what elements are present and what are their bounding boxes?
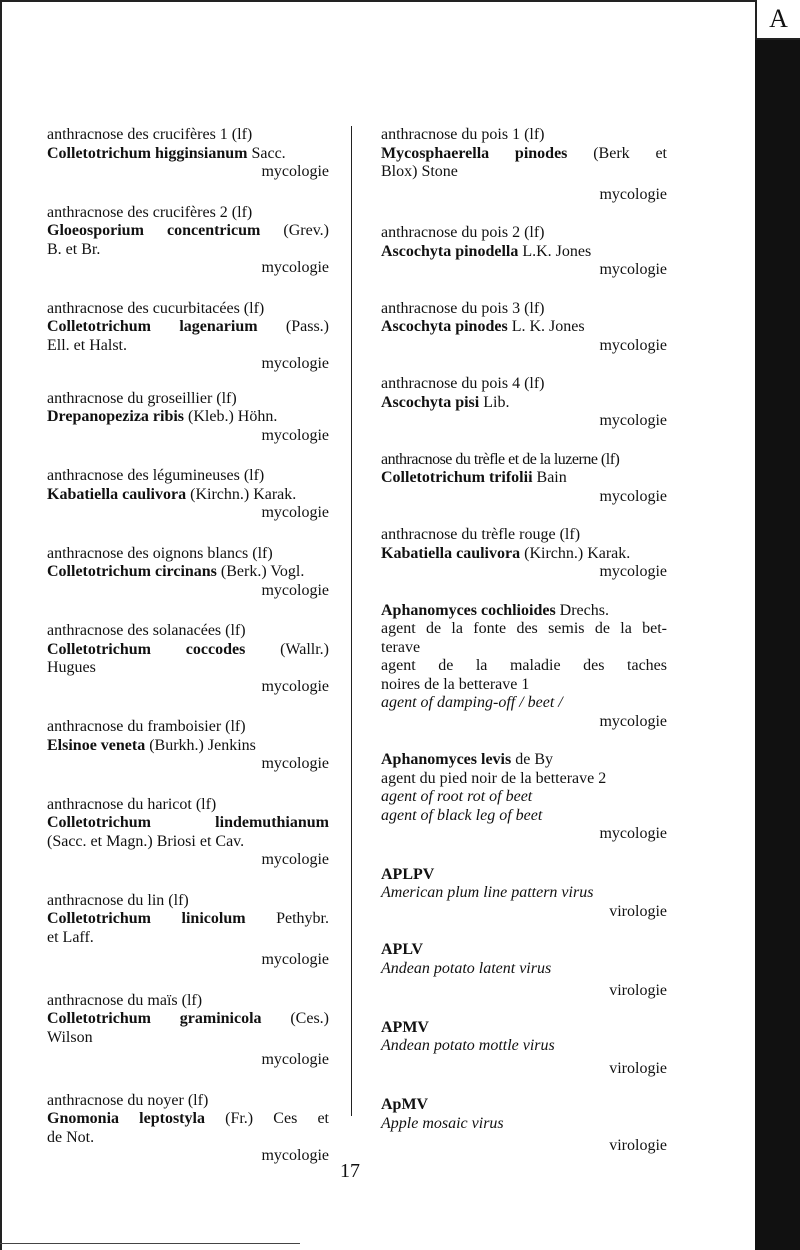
domain-label: virologie <box>609 982 667 999</box>
author: (Berk et <box>593 144 667 162</box>
definition-line: agent de la maladie des taches <box>381 657 667 674</box>
abbreviation: APLV <box>381 941 424 958</box>
entry-pois-2 <box>381 224 667 280</box>
english-equivalent: agent of damping-off / beet / <box>381 694 563 711</box>
domain-label: mycologie <box>599 412 667 429</box>
virus-name: Apple mosaic virus <box>381 1114 504 1132</box>
domain-label: mycologie <box>261 163 329 180</box>
domain-label: mycologie <box>261 1147 329 1164</box>
author: (Kirchn.) Karak. <box>524 544 631 562</box>
domain-label: mycologie <box>261 951 329 968</box>
domain-label: mycologie <box>599 825 667 842</box>
author: Lib. <box>483 393 510 411</box>
entry-term: anthracnose du pois 1 (lf) <box>381 126 545 143</box>
entry-term: anthracnose des cucurbitacées (lf) <box>47 299 265 317</box>
entry-term: anthracnose du trèfle et de la luzerne (lf) <box>381 450 620 468</box>
top-rule <box>0 0 800 2</box>
author-cont: et Laff. <box>47 928 94 946</box>
author: (Wallr.) <box>280 640 329 658</box>
author: (Ces.) <box>290 1010 329 1027</box>
author: de By <box>515 751 554 768</box>
author-cont: Wilson <box>47 1028 93 1046</box>
section-letter-tab <box>755 0 800 40</box>
right-column <box>381 126 667 1156</box>
author-cont: Hugues <box>47 659 96 676</box>
author: (Fr.) Ces et <box>225 1110 329 1127</box>
definition-line: agent de la fonte des semis de la bet- <box>381 620 667 637</box>
entry-term: anthracnose du pois 2 (lf) <box>381 224 545 241</box>
page-number: 17 <box>340 1160 360 1182</box>
author-cont: Blox) Stone <box>381 163 458 180</box>
domain-label: mycologie <box>261 851 329 868</box>
scientific-name: Colletotrichum lindemuthianum <box>47 814 329 831</box>
domain-label: mycologie <box>599 261 667 278</box>
author-cont: B. et Br. <box>47 240 101 258</box>
entry-term: anthracnose des crucifères 2 (lf) <box>47 203 253 221</box>
author: Bain <box>536 469 567 486</box>
scientific-name: Aphanomyces levis <box>381 751 512 768</box>
domain-label: mycologie <box>261 677 329 695</box>
author: Pethybr. <box>276 910 329 927</box>
entry-pois-1 <box>381 126 667 204</box>
entry-groseillier <box>47 390 329 446</box>
domain-label: mycologie <box>261 581 329 599</box>
author: Drechs. <box>559 601 609 619</box>
definition-line: noires de la betterave 1 <box>381 675 530 693</box>
entry-aplv <box>381 941 667 1001</box>
entry-lin <box>47 892 329 970</box>
domain-label: mycologie <box>261 504 329 521</box>
scientific-name: Ascochyta pinodella <box>381 242 519 260</box>
entry-term: anthracnose des solanacées (lf) <box>47 622 246 639</box>
scientific-name: Aphanomyces cochlioides <box>381 601 556 619</box>
domain-label: mycologie <box>599 185 667 203</box>
english-equivalent: agent of black leg of beet <box>381 806 543 824</box>
entry-term: anthracnose du noyer (lf) <box>47 1091 209 1109</box>
entry-pois-3 <box>381 300 667 356</box>
entry-term: anthracnose des légumineuses (lf) <box>47 467 265 484</box>
left-column <box>47 126 329 1166</box>
entry-term: anthracnose du haricot (lf) <box>47 795 217 813</box>
author: L.K. Jones <box>522 242 592 260</box>
entry-pois-4 <box>381 375 667 431</box>
scientific-name: Drepanopeziza ribis <box>47 408 185 425</box>
scientific-name: Colletotrichum circinans <box>47 563 217 580</box>
author: (Kleb.) Höhn. <box>188 408 278 425</box>
domain-label: mycologie <box>261 259 329 276</box>
left-rule <box>0 0 2 1250</box>
entry-apmv-apple <box>381 1096 667 1156</box>
definition-line: agent du pied noir de la betterave 2 <box>381 769 607 787</box>
entry-trefle-rouge <box>381 526 667 582</box>
entry-mais <box>47 992 329 1070</box>
author-cont: (Sacc. et Magn.) Briosi et Cav. <box>47 832 245 850</box>
entry-apmv <box>381 1019 667 1079</box>
scientific-name: Kabatiella caulivora <box>381 544 521 562</box>
definition-line: terave <box>381 638 421 656</box>
domain-label: virologie <box>609 1059 667 1077</box>
domain-label: virologie <box>609 1137 667 1154</box>
bottom-rule <box>0 1243 300 1244</box>
entry-legumineuses <box>47 467 329 523</box>
entry-term: anthracnose du trèfle rouge (lf) <box>381 526 581 543</box>
entry-aphanomyces-cochlioides <box>381 602 667 732</box>
entry-term: anthracnose du lin (lf) <box>47 891 189 909</box>
virus-name: Andean potato latent virus <box>381 959 552 977</box>
virus-name: Andean potato mottle virus <box>381 1037 555 1054</box>
author: (Burkh.) Jenkins <box>149 736 256 754</box>
scientific-name: Colletotrichum lagenarium <box>47 318 258 335</box>
scientific-name: Colletotrichum linicolum <box>47 910 246 927</box>
domain-label: mycologie <box>599 563 667 580</box>
entry-cucurbitacees <box>47 300 329 374</box>
domain-label: mycologie <box>599 712 667 730</box>
entry-aphanomyces-levis <box>381 751 667 844</box>
entry-term: anthracnose des crucifères 1 (lf) <box>47 126 253 143</box>
scientific-name: Ascochyta pisi <box>381 393 480 411</box>
entry-term: anthracnose des oignons blancs (lf) <box>47 544 273 562</box>
english-equivalent: agent of root rot of beet <box>381 788 533 805</box>
domain-label: mycologie <box>261 1051 329 1068</box>
entry-term: anthracnose du framboisier (lf) <box>47 718 246 735</box>
entry-term: anthracnose du pois 3 (lf) <box>381 299 545 317</box>
scientific-name: Colletotrichum graminicola <box>47 1010 262 1027</box>
domain-label: mycologie <box>599 487 667 505</box>
virus-name: American plum line pattern virus <box>381 884 594 901</box>
scientific-name: Colletotrichum coccodes <box>47 640 246 658</box>
scientific-name: Gnomonia leptostyla <box>47 1110 205 1127</box>
scientific-name: Gloeosporium concentricum <box>47 222 261 239</box>
domain-label: mycologie <box>261 755 329 772</box>
entry-oignons <box>47 545 329 601</box>
entry-solanacees <box>47 622 329 696</box>
scientific-name: Elsinoe veneta <box>47 736 146 754</box>
entry-framboisier <box>47 718 329 774</box>
scientific-name: Ascochyta pinodes <box>381 318 508 335</box>
thumb-index-bar <box>755 40 800 1250</box>
entry-cruciferes-1 <box>47 126 329 182</box>
scientific-name: Mycosphaerella pinodes <box>381 144 568 162</box>
section-letter: A <box>769 4 788 33</box>
domain-label: mycologie <box>599 336 667 354</box>
entry-noyer <box>47 1092 329 1166</box>
entry-trefle-luzerne <box>381 451 667 507</box>
abbreviation: APMV <box>381 1018 429 1036</box>
column-divider <box>351 126 352 1116</box>
abbreviation: ApMV <box>381 1096 429 1113</box>
author: (Pass.) <box>285 318 329 335</box>
author-cont: de Not. <box>47 1128 95 1146</box>
author: (Berk.) Vogl. <box>220 563 305 580</box>
entry-term: anthracnose du pois 4 (lf) <box>381 375 545 392</box>
domain-label: virologie <box>609 902 667 920</box>
author: Sacc. <box>251 144 286 162</box>
domain-label: mycologie <box>261 426 329 444</box>
author-cont: Ell. et Halst. <box>47 336 127 354</box>
entry-term: anthracnose du maïs (lf) <box>47 991 203 1009</box>
author: L. K. Jones <box>511 318 585 335</box>
entry-term: anthracnose du groseillier (lf) <box>47 389 237 407</box>
author: (Grev.) <box>283 222 329 239</box>
entry-haricot <box>47 796 329 870</box>
entry-cruciferes-2 <box>47 204 329 278</box>
domain-label: mycologie <box>261 355 329 372</box>
scientific-name: Colletotrichum trifolii <box>381 469 533 486</box>
scientific-name: Colletotrichum higginsianum <box>47 144 248 162</box>
scientific-name: Kabatiella caulivora <box>47 485 187 503</box>
abbreviation: APLPV <box>381 865 435 883</box>
entry-aplpv <box>381 866 667 922</box>
author: (Kirchn.) Karak. <box>190 485 297 503</box>
